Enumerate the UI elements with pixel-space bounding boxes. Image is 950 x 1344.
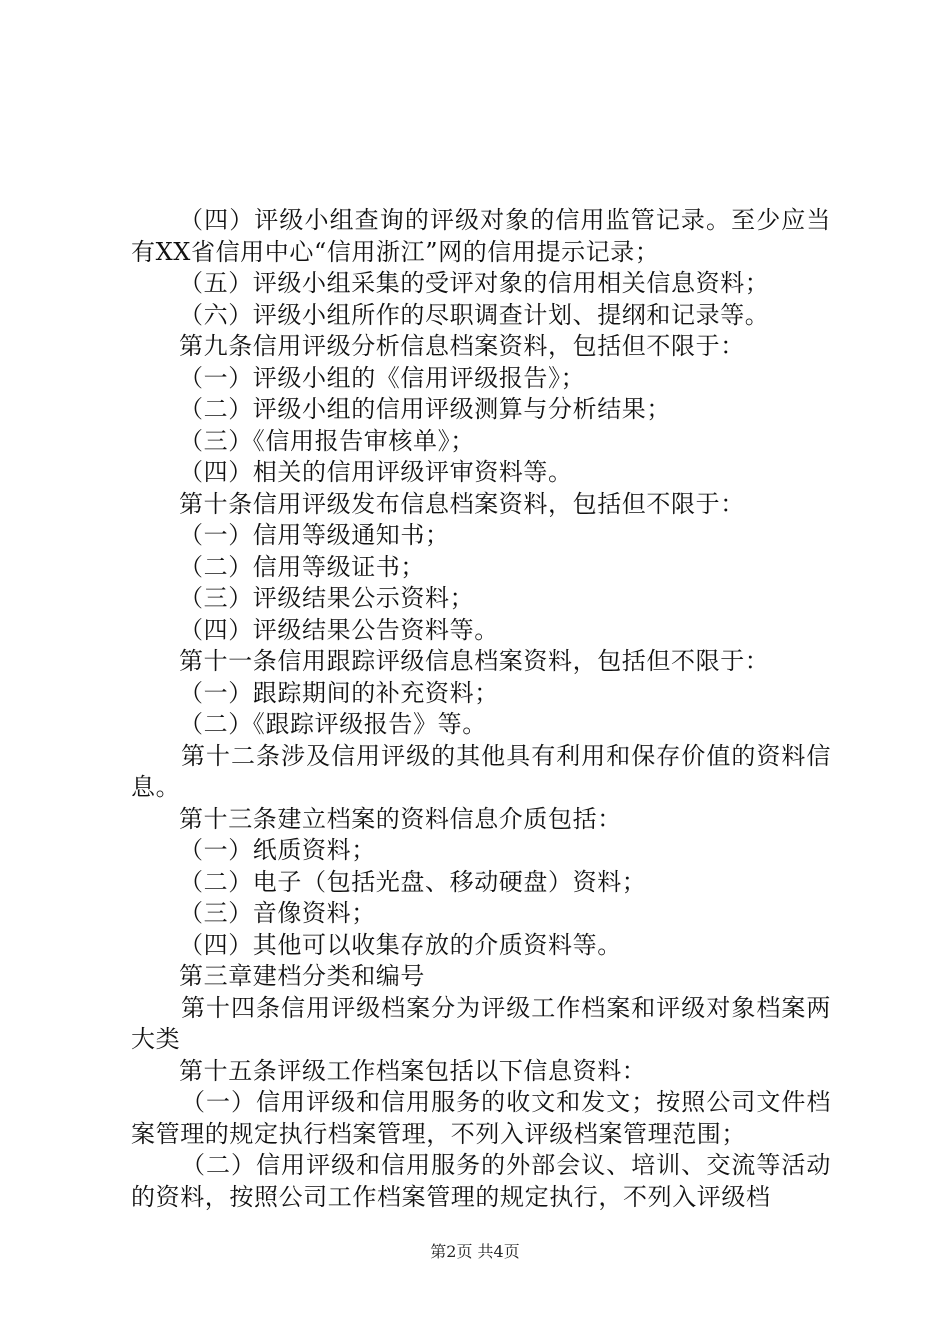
paragraph-6: （二）评级小组的信用评级测算与分析结果； [179, 395, 671, 423]
document-body [131, 205, 831, 1213]
paragraph-15: （一）跟踪期间的补充资料； [179, 678, 499, 707]
chapter-heading: 第三章建档分类和编号 [179, 962, 425, 990]
paragraph-4: 第九条信用评级分析信息档案资料，包括但不限于： [179, 332, 745, 360]
paragraph-17: 第十二条涉及信用评级的其他具有利用和保存价值的资料信息。 [131, 741, 831, 801]
paragraph-22: （四）其他可以收集存放的介质资料等。 [179, 930, 622, 959]
paragraph-16: （二）《跟踪评级报告》等。 [179, 710, 487, 738]
paragraph-5: （一）评级小组的《信用评级报告》； [179, 363, 586, 392]
paragraph-26: （一）信用评级和信用服务的收文和发文；按照公司文件档案管理的规定执行档案管理，不列入评级档案管理范围； [131, 1088, 831, 1148]
paragraph-14: 第十一条信用跟踪评级信息档案资料，包括但不限于： [179, 647, 770, 675]
paragraph-13: （四）评级结果公告资料等。 [179, 615, 499, 644]
page-number-footer: 第2页 共4页 [430, 1242, 520, 1261]
paragraph-24: 第十四条信用评级档案分为评级工作档案和评级对象档案两大类 [131, 993, 831, 1053]
paragraph-27: （二）信用评级和信用服务的外部会议、培训、交流等活动的资料，按照公司工作档案管理的规定执行，不列入评级档 [131, 1151, 831, 1211]
paragraph-21: （三）音像资料； [179, 899, 376, 927]
paragraph-8: （四）相关的信用评级评审资料等。 [179, 458, 573, 486]
paragraph-20: （二）电子（包括光盘、移动硬盘）资料； [179, 867, 647, 896]
paragraph-11: （二）信用等级证书； [179, 552, 425, 581]
paragraph-10: （一）信用等级通知书； [179, 521, 450, 549]
paragraph-3: （六）评级小组所作的尽职调查计划、提纲和记录等。 [179, 300, 770, 329]
paragraph-7: （三）《信用报告审核单》； [179, 426, 475, 455]
paragraph-1: （四）评级小组查询的评级对象的信用监管记录。至少应当有XX省信用中心“信用浙江”网的信用提示记录； [131, 206, 831, 266]
paragraph-2: （五）评级小组采集的受评对象的信用相关信息资料； [179, 269, 770, 297]
paragraph-25: 第十五条评级工作档案包括以下信息资料： [179, 1056, 647, 1085]
paragraph-18: 第十三条建立档案的资料信息介质包括： [179, 804, 622, 833]
paragraph-19: （一）纸质资料； [179, 836, 376, 864]
paragraph-12: （三）评级结果公示资料； [179, 584, 475, 612]
paragraph-9: 第十条信用评级发布信息档案资料，包括但不限于： [179, 489, 745, 518]
